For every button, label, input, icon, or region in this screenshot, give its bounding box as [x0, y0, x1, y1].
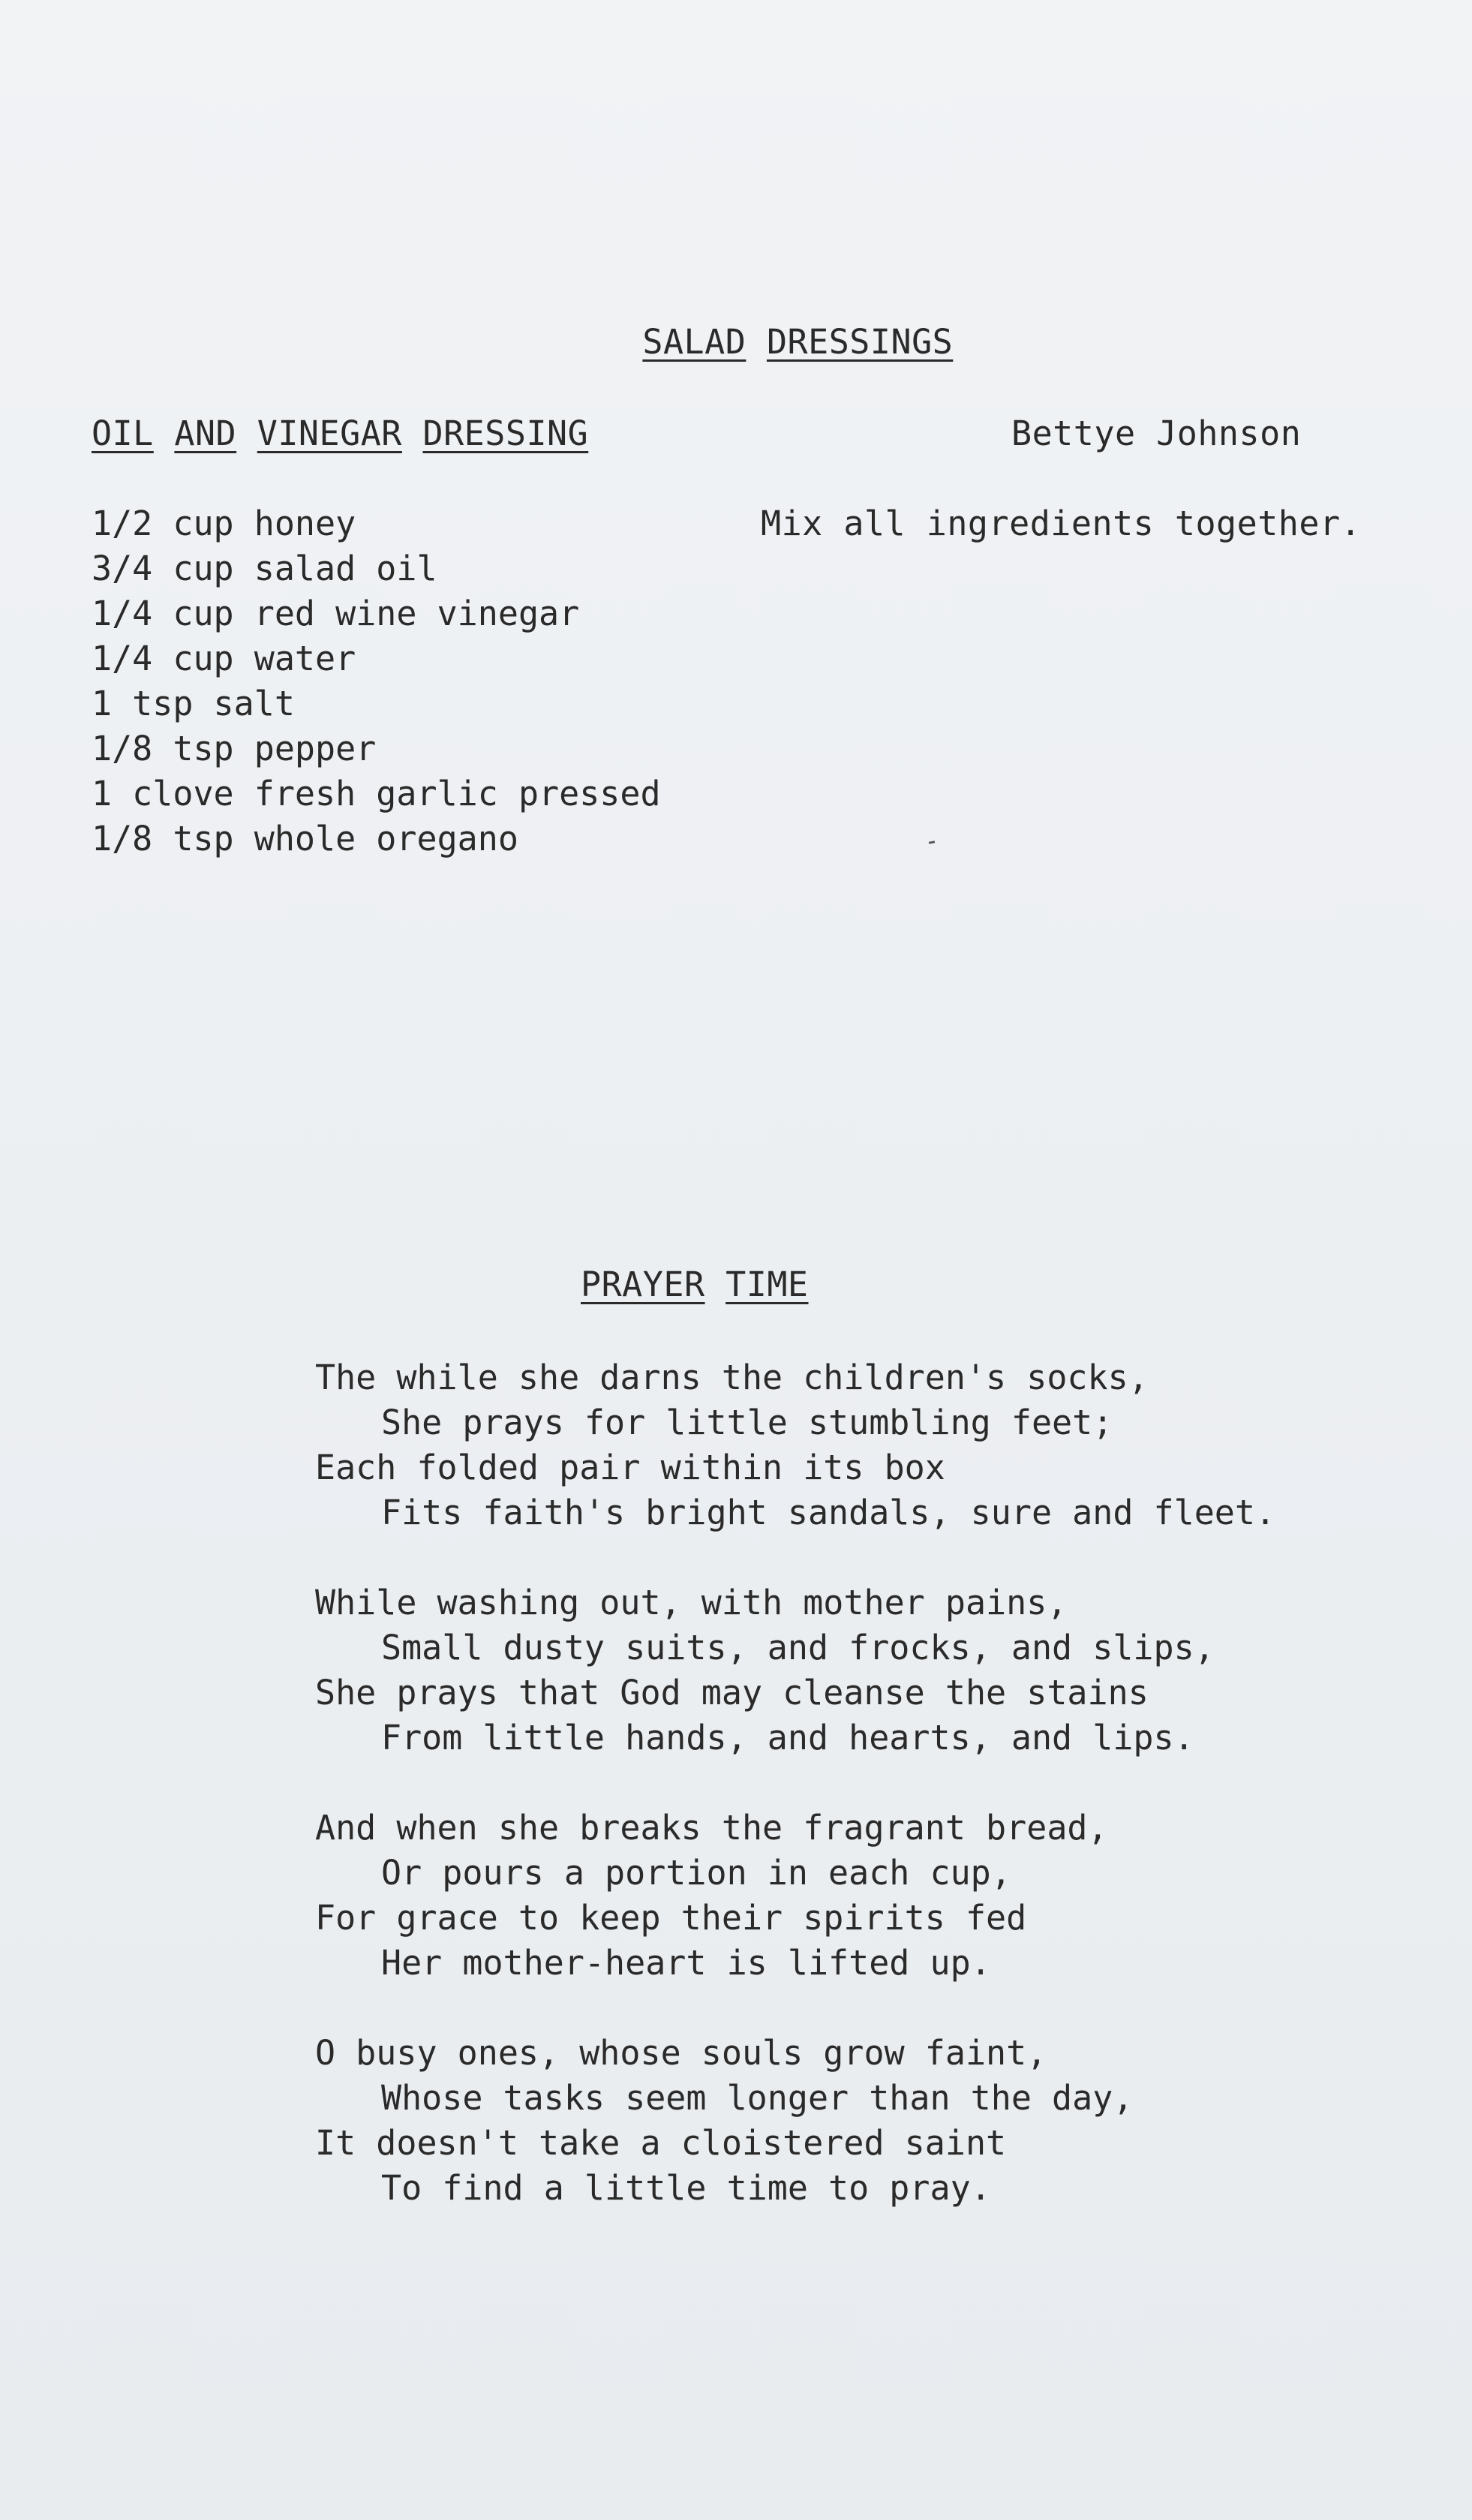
section-title	[560, 275, 953, 410]
poem-line: From little hands, and hearts, and lips.	[381, 1718, 1194, 1758]
ingredient-item: 1 clove fresh garlic pressed	[92, 774, 661, 813]
ingredient-list	[92, 501, 661, 862]
poem-stanza	[315, 1806, 1275, 1986]
recipe-author: Bettye Johnson	[1011, 413, 1302, 453]
recipe-title-word: DRESSING	[422, 413, 589, 453]
poem-stanza	[315, 1355, 1275, 1535]
ingredient-item: 1/2 cup honey	[92, 504, 356, 543]
ingredient-item: 1/4 cup water	[92, 639, 356, 678]
poem-line: Whose tasks seem longer than the day,	[381, 2078, 1134, 2118]
poem-line: Or pours a portion in each cup,	[381, 1853, 1011, 1893]
poem-line: It doesn't take a cloistered saint	[315, 2123, 1007, 2163]
ink-speck	[929, 841, 935, 844]
recipe-title-word: OIL	[92, 413, 154, 453]
poem-line: O busy ones, whose souls grow faint,	[315, 2033, 1047, 2073]
section-title-word-2: DRESSINGS	[766, 322, 954, 362]
poem-line: The while she darns the children's socks,	[315, 1358, 1149, 1397]
ingredient-item: 1 tsp salt	[92, 684, 295, 723]
poem-line: To find a little time to pray.	[381, 2168, 991, 2208]
poem-line: For grace to keep their spirits fed	[315, 1898, 1027, 1938]
recipe-title-word: VINEGAR	[257, 413, 402, 453]
poem-body	[315, 1355, 1275, 2211]
poem-stanza	[315, 2031, 1275, 2211]
poem-line: Each folded pair within its box	[315, 1448, 945, 1487]
recipe-instruction: Mix all ingredients together.	[761, 504, 1362, 543]
poem-line: Fits faith's bright sandals, sure and fleet.	[381, 1493, 1276, 1532]
poem-line: While washing out, with mother pains,	[315, 1583, 1068, 1622]
ingredient-item: 1/8 tsp whole oregano	[92, 819, 518, 859]
poem-title-word: TIME	[725, 1265, 809, 1304]
poem-title-word: PRAYER	[581, 1265, 705, 1304]
poem-title	[581, 1262, 809, 1307]
recipe-title-word: AND	[174, 413, 237, 453]
ingredient-item: 3/4 cup salad oil	[92, 549, 437, 588]
poem-line: Small dusty suits, and frocks, and slips,	[381, 1628, 1215, 1667]
poem-line: And when she breaks the fragrant bread,	[315, 1808, 1108, 1848]
ingredient-item: 1/4 cup red wine vinegar	[92, 594, 580, 633]
poem-line: Her mother-heart is lifted up.	[381, 1943, 991, 1983]
poem-line: She prays that God may cleanse the stains	[315, 1673, 1149, 1713]
poem-stanza	[315, 1580, 1275, 1761]
recipe-title	[92, 411, 588, 456]
ingredient-item: 1/8 tsp pepper	[92, 729, 377, 768]
section-title-word-1: SALAD	[642, 322, 747, 362]
poem-line: She prays for little stumbling feet;	[381, 1403, 1113, 1442]
